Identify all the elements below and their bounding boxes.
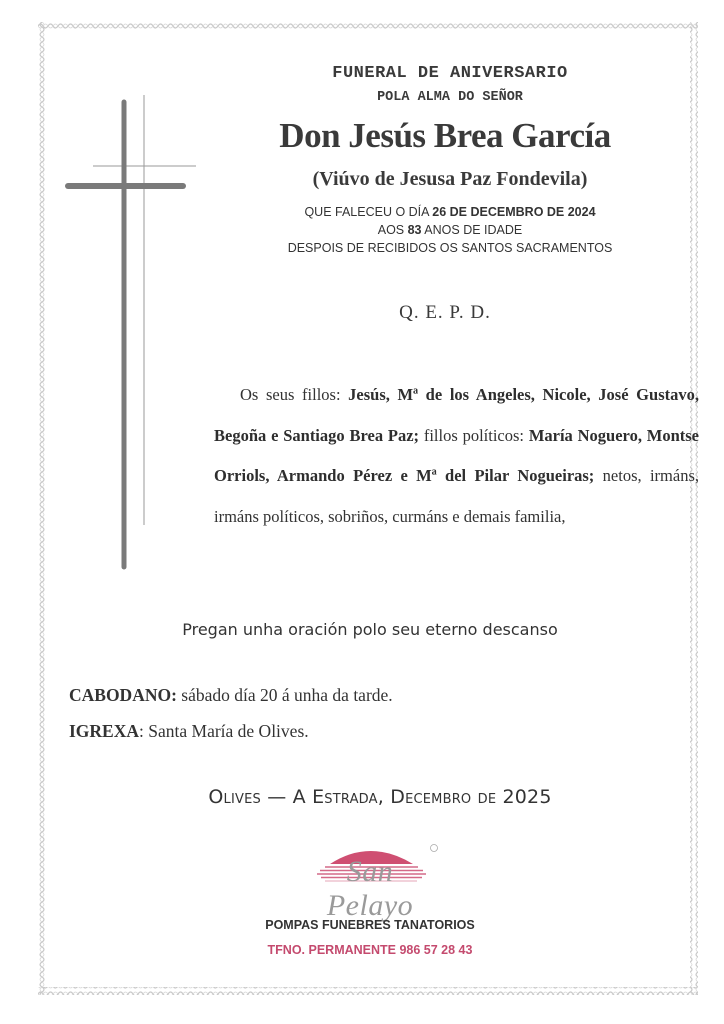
deceased-name: Don Jesús Brea García (279, 116, 611, 155)
notice-title: FUNERAL DE ANIVERSARIO (332, 64, 568, 83)
prayer-request: Pregan unha oración polo seu eterno descanso (182, 620, 558, 639)
age-prefix: AOS (377, 223, 408, 237)
death-date-prefix: QUE FALECEU O DÍA (304, 205, 433, 219)
age-suffix: ANOS DE IDADE (421, 223, 523, 237)
notice-subtitle: POLA ALMA DO SEÑOR (377, 90, 523, 105)
age-line (260, 223, 640, 237)
igrexa-line (69, 721, 309, 742)
qepd: Q. E. P. D. (399, 302, 491, 323)
cabodano-label: CABODANO: (69, 685, 177, 705)
phone-number: TFNO. PERMANENTE 986 57 28 43 (267, 943, 473, 957)
other-family: netos, irmáns, irmáns políticos, sobriños, curmáns e demais familia, (214, 466, 699, 526)
igrexa-value: : Santa María de Olives. (139, 721, 309, 741)
cabodano-line (69, 685, 393, 706)
place-and-date: Olives — A Estrada, Decembro de 2025 (208, 786, 552, 808)
family-paragraph (214, 375, 699, 537)
death-date: 26 DE DECEMBRO DE 2024 (432, 205, 596, 219)
cabodano-value: sábado día 20 á unha da tarde. (176, 685, 393, 705)
widower-of: (Viúvo de Jesusa Paz Fondevila) (312, 168, 588, 190)
children-label: Os seus fillos: (240, 385, 349, 404)
children-names: Jesús, Mª de los Angeles, Nicole, José Gustavo, Begoña e Santiago Brea Paz; (214, 385, 699, 445)
death-date-line (260, 205, 640, 219)
in-laws-label: fillos políticos: (419, 425, 529, 445)
in-laws-names: María Noguero, Montse Orriols, Armando Pérez e Mª del Pilar Nogueiras; (214, 425, 699, 485)
company-name: POMPAS FUNEBRES TANATORIOS (265, 918, 475, 932)
age-value: 83 (407, 223, 422, 237)
igrexa-label: IGREXA (69, 721, 140, 741)
logo-text: San Pelayo (326, 855, 414, 922)
sacraments-line: DESPOIS DE RECIBIDOS OS SANTOS SACRAMENTOS (287, 241, 613, 255)
